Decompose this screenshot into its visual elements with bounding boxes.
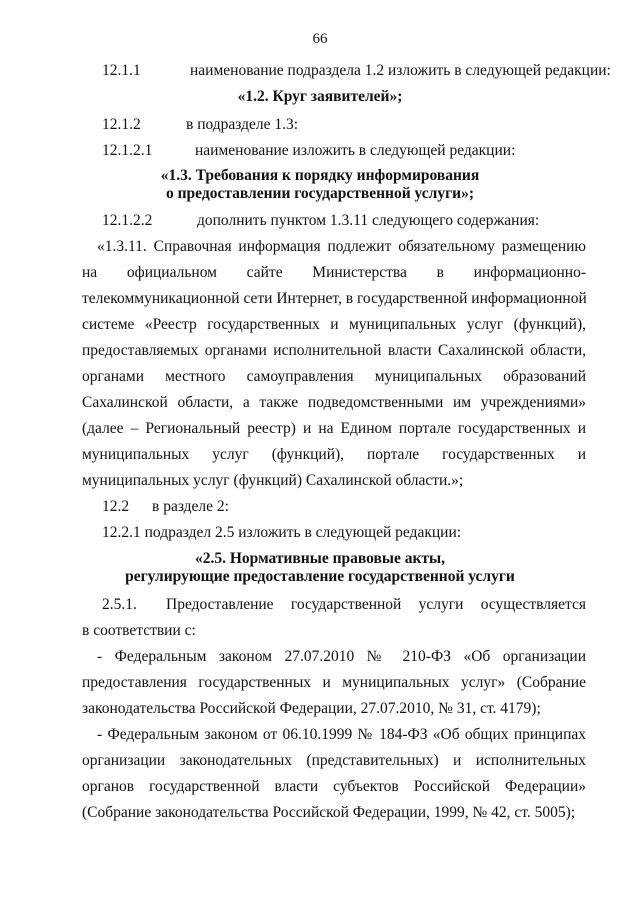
paragraph-line: телекоммуникационной сети Интернет, в государственной информационной [82, 290, 587, 307]
item-text: в подразделе 1.3: [186, 116, 299, 133]
list-item-line: законодательства Российской Федерации, 27.07.2010, № 31, ст. 4179); [82, 700, 541, 717]
paragraph-line: в соответствии с: [82, 622, 196, 639]
list-item-line: - Федеральным законом от 06.10.1999 № 184-ФЗ «Об общих принципах [97, 726, 586, 743]
heading-2-5-line-1: «2.5. Нормативные правовые акты, [195, 550, 445, 567]
item-12-1-2 [102, 116, 298, 134]
item-text: наименование подраздела 1.2 изложить в следующей редакции: [190, 62, 611, 79]
list-item-line: организации законодательных (представительных) и исполнительных [82, 752, 586, 769]
list-item-line: (Собрание законодательства Российской Федерации, 1999, № 42, ст. 5005); [82, 804, 576, 821]
item-number: 12.1.2 [102, 116, 141, 133]
paragraph-line: Сахалинской области, а также подведомственными им учреждениями» [82, 394, 586, 411]
heading-1-3-line-2: о предоставлении государственной услуги»; [166, 185, 474, 202]
item-text: наименование изложить в следующей редакции: [195, 142, 516, 159]
paragraph-line: органами местного самоуправления муниципальных образований [82, 368, 586, 385]
paragraph-line: муниципальных услуг (функций), портале государственных и [82, 446, 586, 463]
item-text: Предоставление государственной услуги осуществляется [166, 596, 586, 613]
item-12-2 [102, 498, 229, 516]
heading-2-5-line-2: регулирующие предоставление государственной услуги [125, 568, 515, 585]
item-2-5-1 [102, 596, 586, 614]
list-item-line: - Федеральным законом 27.07.2010 № 210-ФЗ «Об организации [97, 648, 586, 665]
heading-1-3-line-1: «1.3. Требования к порядку информирования [160, 167, 480, 184]
item-12-1-2-1 [102, 142, 515, 160]
item-12-2-1: 12.2.1 подраздел 2.5 изложить в следующей редакции: [102, 524, 462, 541]
item-number: 2.5.1. [102, 596, 137, 613]
item-number: 12.1.1 [102, 62, 141, 79]
paragraph-line: «1.3.11. Справочная информация подлежит обязательному размещению [97, 238, 586, 255]
item-text: дополнить пунктом 1.3.11 следующего содержания: [197, 212, 540, 229]
item-number: 12.1.2.1 [102, 142, 153, 159]
page-number: 66 [312, 31, 328, 47]
item-number: 12.2 [102, 498, 130, 515]
item-text: в разделе 2: [152, 498, 229, 515]
item-number: 12.1.2.2 [102, 212, 153, 229]
paragraph-line: предоставляемых органами исполнительной власти Сахалинской области, [82, 342, 586, 359]
paragraph-line: системе «Реестр государственных и муниципальных услуг (функций), [82, 316, 586, 333]
heading-1-2: «1.2. Круг заявителей»; [237, 88, 403, 105]
list-item-line: органов государственной власти субъектов Российской Федерации» [82, 778, 586, 795]
paragraph-line: на официальном сайте Министерства в информационно- [82, 264, 586, 281]
item-12-1-1 [102, 62, 611, 80]
item-12-1-2-2 [102, 212, 539, 230]
paragraph-line: (далее – Региональный реестр) и на Едином портале государственных и [82, 420, 586, 437]
list-item-line: предоставления государственных и муниципальных услуг» (Собрание [82, 674, 586, 691]
paragraph-line: муниципальных услуг (функций) Сахалинской области.»; [82, 472, 464, 489]
